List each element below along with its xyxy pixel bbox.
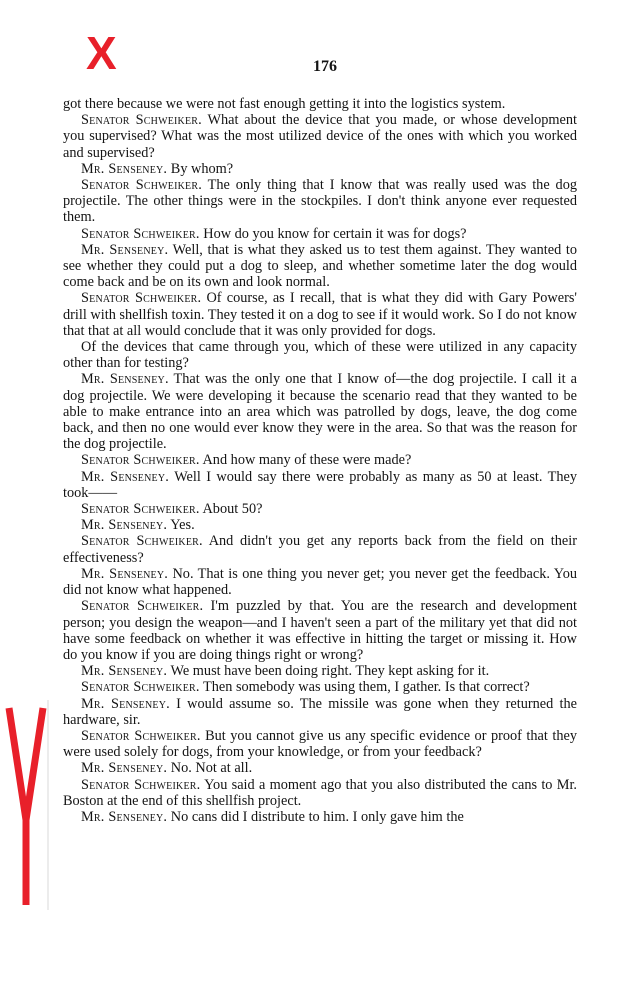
speaker-name: Mr. Senseney. — [81, 160, 168, 177]
paragraph-text: got there because we were not fast enough getting it into the logistics system. — [63, 96, 506, 112]
paragraph-text: By whom? — [167, 160, 234, 177]
transcript-paragraph — [63, 226, 577, 242]
paragraph-text: What about the device that you made, or whose development you supervised? What was the most utilized device of the ones with which you worked and supervised? — [63, 112, 577, 161]
paragraph-text: About 50? — [199, 501, 263, 518]
paragraph-text: No. Not at all. — [167, 760, 253, 777]
paragraph-text: Well, that is what they asked us to test them against. They wanted to see whether they could put a dog to sleep, and whether sometime later the dog would come back and be on its own and look normal. — [63, 241, 577, 291]
transcript-paragraph — [63, 96, 577, 112]
paragraph-text: Then somebody was using them, I gather. Is that correct? — [199, 679, 530, 696]
transcript-paragraph — [63, 696, 577, 728]
speaker-name: Mr. Senseney. — [81, 517, 168, 534]
speaker-name: Senator Schweiker. — [81, 225, 200, 242]
speaker-name: Senator Schweiker. — [81, 177, 203, 194]
paragraph-text: And how many of these were made? — [199, 452, 412, 469]
transcript-paragraph — [63, 339, 577, 371]
paragraph-text: Of the devices that came through you, which of these were utilized in any capacity other than for testing? — [63, 339, 577, 372]
transcript-paragraph — [63, 809, 577, 825]
speaker-name: Senator Schweiker. — [81, 112, 202, 129]
paragraph-text: No. That is one thing you never get; you never get the feedback. You did not know what happened. — [63, 565, 577, 599]
paragraph-text: No cans did I distribute to him. I only gave him the — [167, 808, 464, 825]
red-margin-mark — [0, 700, 55, 910]
red-x-mark: X — [86, 27, 117, 79]
page-number: 176 — [313, 58, 337, 75]
speaker-name: Mr. Senseney. — [81, 565, 169, 582]
transcript-paragraph — [63, 663, 577, 679]
speaker-name: Senator Schweiker. — [81, 776, 201, 793]
transcript-paragraph — [63, 760, 577, 776]
transcript-paragraph — [63, 501, 577, 517]
transcript-paragraph — [63, 679, 577, 695]
transcript-paragraph — [63, 517, 577, 533]
transcript-paragraph — [63, 452, 577, 468]
transcript-paragraph — [63, 469, 577, 501]
speaker-name: Senator Schweiker. — [81, 598, 204, 615]
transcript-paragraph — [63, 566, 577, 598]
speaker-name: Mr. Senseney. — [81, 695, 170, 712]
transcript-paragraph — [63, 177, 577, 226]
transcript-paragraph — [63, 242, 577, 291]
paragraph-text: But you cannot give us any specific evidence or proof that they were used solely for dogs, from your knowledge, or from your feedback? — [63, 727, 577, 761]
transcript-body — [63, 96, 577, 948]
speaker-name: Senator Schweiker. — [81, 452, 200, 469]
paragraph-text: That was the only one that I know of—the dog projectile. I call it a dog projectile. We were developing it because the scenario read that they wanted to be able to make entrance into an area which was patrolled by dogs, leave, the dog come back, and then no one would ever know they were in the area. So that was the reason for the dog projectile. — [63, 371, 577, 453]
transcript-paragraph — [63, 728, 577, 760]
paragraph-text: And didn't you get any reports back from the field on their effectiveness? — [63, 533, 577, 566]
speaker-name: Mr. Senseney. — [81, 241, 169, 258]
red-margin-mark-stroke — [9, 708, 43, 905]
speaker-name: Senator Schweiker. — [81, 533, 203, 550]
transcript-paragraph — [63, 533, 577, 565]
transcript-paragraph — [63, 777, 577, 809]
paragraph-text: Of course, as I recall, that is what they did with Gary Powers' drill with shellfish toxin. They tested it on a dog to see if it would work. So I do not know that that at all would conclude that it was only provided for dogs. — [63, 290, 577, 339]
paragraph-text: You said a moment ago that you also distributed the cans to Mr. Boston at the end of this shellfish project. — [63, 776, 577, 809]
paragraph-text: We must have been doing right. They kept asking for it. — [167, 663, 490, 680]
speaker-name: Mr. Senseney. — [81, 371, 169, 388]
speaker-name: Mr. Senseney. — [81, 663, 168, 680]
transcript-paragraph — [63, 290, 577, 339]
speaker-name: Senator Schweiker. — [81, 679, 200, 696]
paragraph-text: Well I would say there were probably as many as 50 at least. They took—— — [63, 468, 577, 501]
speaker-name: Senator Schweiker. — [81, 501, 200, 518]
paragraph-text: I'm puzzled by that. You are the research and development person; you design the weapon—and I haven't seen a part of the military yet that did not have some feedback on whether it was effective in hitting the target or missing it. How do you know if you are doing things right or wrong? — [63, 598, 577, 663]
speaker-name: Mr. Senseney. — [81, 760, 168, 777]
speaker-name: Mr. Senseney. — [81, 468, 170, 485]
paragraph-text: Yes. — [167, 517, 195, 534]
paragraph-text: The only thing that I know that was really used was the dog projectile. The other things were in the stockpiles. I don't think anyone ever requested them. — [63, 177, 577, 226]
paragraph-text: How do you know for certain it was for dogs? — [199, 225, 467, 242]
speaker-name: Senator Schweiker. — [81, 290, 202, 307]
speaker-name: Senator Schweiker. — [81, 727, 201, 744]
transcript-paragraph — [63, 598, 577, 663]
speaker-name: Mr. Senseney. — [81, 808, 168, 825]
transcript-paragraph — [63, 112, 577, 161]
transcript-paragraph — [63, 161, 577, 177]
paragraph-text: I would assume so. The missile was gone when they returned the hardware, sir. — [63, 695, 577, 728]
transcript-paragraph — [63, 371, 577, 452]
